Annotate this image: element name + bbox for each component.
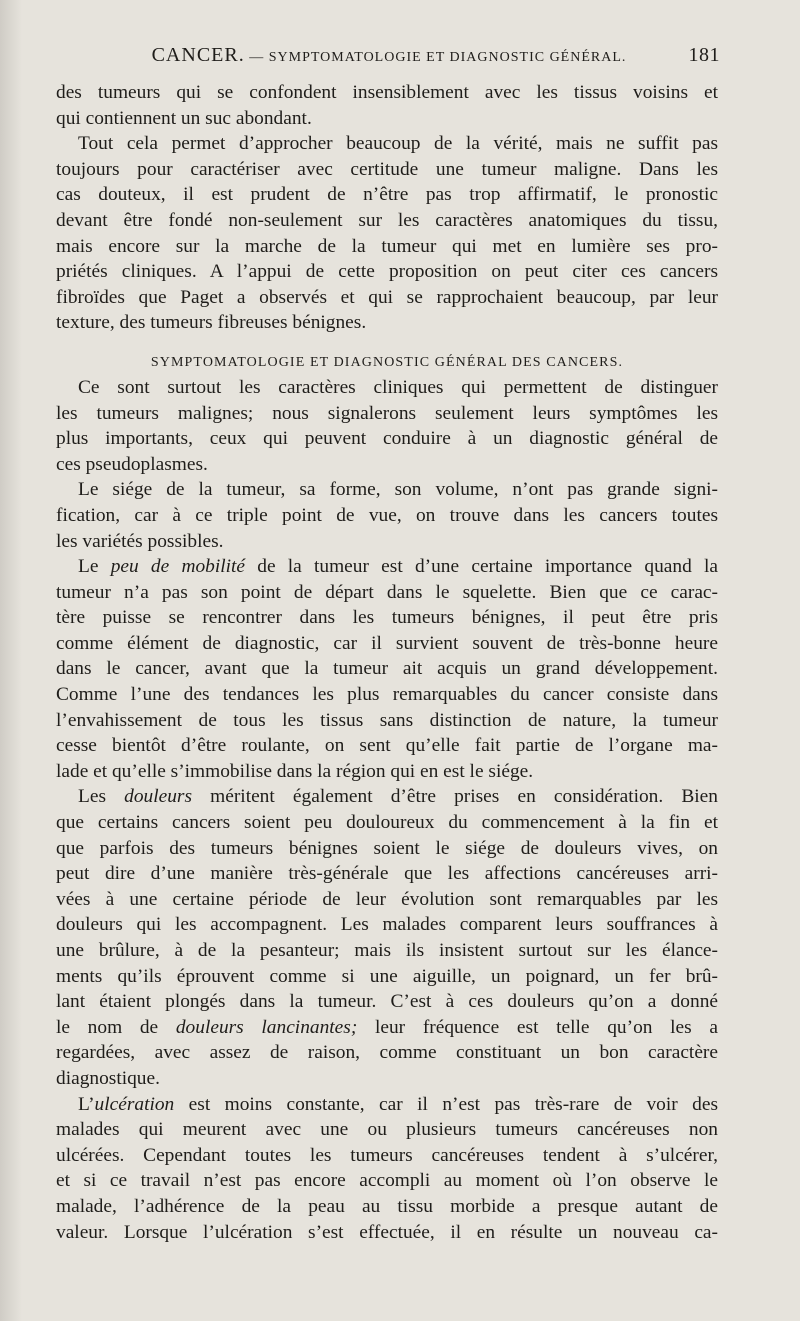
text-line: malade, l’adhérence de la peau au tissu morbide a presque autant de [56, 1195, 718, 1217]
text-line: peut dire d’une manière très-générale que les affections cancéreuses arri- [56, 863, 718, 885]
text-line: lant étaient plongés dans la tumeur. C’est à ces douleurs qu’on a donné [56, 991, 718, 1013]
italic-term: ulcération [94, 1093, 175, 1115]
running-head-subtitle: — SYMPTOMATOLOGIE ET DIAGNOSTIC GÉNÉRAL. [244, 50, 627, 65]
running-head-cancer: CANCER. [151, 44, 245, 66]
text-line: priétés cliniques. A l’appui de cette proposition on peut citer ces cancers [56, 261, 718, 283]
page-gutter-shadow [0, 0, 22, 1321]
text-line [56, 1092, 718, 1118]
text-line: l’envahissement de tous les tissus sans distinction de nature, la tumeur [56, 709, 718, 731]
text-line: comme élément de diagnostic, car il survient souvent de très-bonne heure [56, 632, 718, 654]
italic-term: peu de mobilité [110, 556, 246, 578]
text-line: dans le cancer, avant que la tumeur ait acquis un grand développement. [56, 658, 718, 680]
text-line: tère puisse se rencontrer dans les tumeurs bénignes, il peut être pris [56, 607, 718, 629]
text-line: ulcérées. Cependant toutes les tumeurs cancéreuses tendent à s’ulcérer, [56, 1144, 718, 1166]
text-line: des tumeurs qui se confondent insensiblement avec les tissus voisins et [56, 82, 718, 103]
text-line: texture, des tumeurs fibreuses bénignes. [56, 312, 367, 334]
text-line: mais encore sur la marche de la tumeur qui met en lumière ses pro- [56, 235, 718, 257]
text-line: une brûlure, à de la pesanteur; mais ils insistent surtout sur les élance- [56, 940, 718, 961]
text-line: devant être fondé non-seulement sur les caractères anatomiques du tissu, [56, 209, 718, 231]
text-line: que certains cancers soient peu douloureux du commencement à la fin et [56, 812, 718, 834]
text-run: leur fréquence est telle qu’on les a [357, 1016, 719, 1038]
paragraphs-before-heading [56, 80, 718, 336]
text-line [56, 784, 718, 810]
paragraphs-after-heading [56, 375, 718, 1245]
text-line: fication, car à ce triple point de vue, on trouve dans les cancers toutes [56, 504, 718, 526]
section-heading: SYMPTOMATOLOGIE ET DIAGNOSTIC GÉNÉRAL DES CANCERS. [150, 354, 624, 370]
text-run: Le [78, 556, 111, 578]
text-run: Les [78, 786, 125, 808]
text-line: ces pseudoplasmes. [56, 453, 208, 475]
text-line: les tumeurs malignes; nous signalerons seulement leurs symptômes les [56, 402, 718, 424]
text-line: cesse bientôt d’être roulante, on sent qu’elle fait partie de l’organe ma- [56, 735, 718, 757]
running-head-title [58, 44, 720, 67]
text-line: et si ce travail n’est pas encore accompli au moment où l’on observe le [56, 1170, 718, 1192]
text-run: le nom de [56, 1016, 176, 1038]
text-line: Ce sont surtout les caractères cliniques qui permettent de distinguer [78, 376, 718, 398]
text-line [56, 1015, 718, 1041]
text-run: de la tumeur est d’une certaine importance quand la [245, 556, 718, 578]
text-line: tumeur n’a pas son point de départ dans le squelette. Bien que ce carac- [56, 581, 718, 603]
text-line: Comme l’une des tendances les plus remarquables du cancer consiste dans [56, 684, 718, 706]
running-head [58, 44, 720, 74]
page-number: 181 [688, 44, 720, 66]
text-line: que parfois des tumeurs bénignes soient le siége de douleurs vives, on [56, 837, 718, 859]
text-line: diagnostique. [56, 1067, 160, 1089]
italic-term: douleurs [124, 786, 193, 808]
text-run: L’ [78, 1093, 95, 1115]
text-line: Tout cela permet d’approcher beaucoup de la vérité, mais ne suffit pas [78, 133, 718, 155]
text-line: les variétés possibles. [56, 530, 224, 552]
text-line: regardées, avec assez de raison, comme constituant un bon caractère [56, 1042, 718, 1064]
text-line [56, 554, 718, 580]
text-line: toujours pour caractériser avec certitude une tumeur maligne. Dans les [56, 158, 718, 180]
text-line: fibroïdes que Paget a observés et qui se rapprochaient beaucoup, par leur [56, 286, 718, 308]
text-line: vées à une certaine période de leur évolution sont remarquables par les [56, 888, 718, 910]
text-line: valeur. Lorsque l’ulcération s’est effectuée, il en résulte un nouveau ca- [56, 1221, 718, 1243]
text-line: ments qu’ils éprouvent comme si une aiguille, un poignard, un fer brû- [56, 965, 718, 987]
text-line: cas douteux, il est prudent de n’être pas trop affirmatif, le pronostic [56, 184, 718, 206]
text-line: qui contiennent un suc abondant. [56, 107, 312, 129]
text-line: lade et qu’elle s’immobilise dans la région qui en est le siége. [56, 760, 534, 782]
italic-term: douleurs lancinantes; [175, 1016, 358, 1038]
text-run: est moins constante, car il n’est pas très-rare de voir des [174, 1093, 718, 1115]
text-line: malades qui meurent avec une ou plusieurs tumeurs cancéreuses non [56, 1119, 718, 1141]
text-run: méritent également d’être prises en considération. Bien [192, 786, 718, 808]
text-line: Le siége de la tumeur, sa forme, son volume, n’ont pas grande signi- [78, 479, 718, 501]
body-text [56, 80, 718, 1245]
text-line: douleurs qui les accompagnent. Les malades comparent leurs souffrances à [56, 914, 718, 936]
text-line: plus importants, ceux qui peuvent conduire à un diagnostic général de [56, 428, 718, 450]
